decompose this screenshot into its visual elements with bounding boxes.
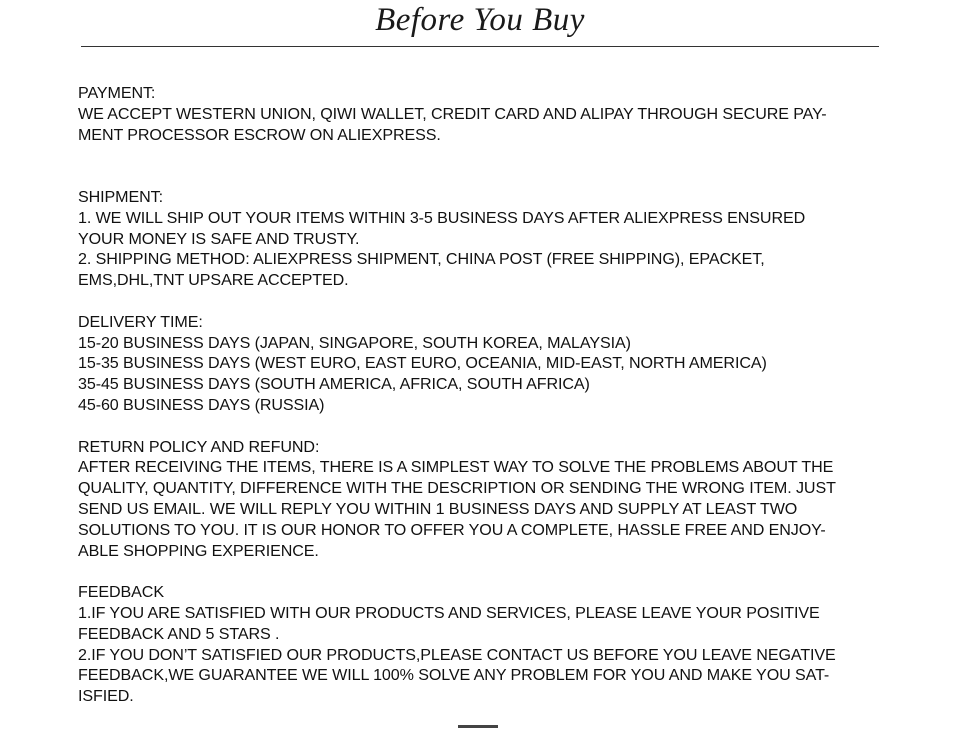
returns-section <box>78 437 882 562</box>
shipment-line: 1. WE WILL SHIP OUT YOUR ITEMS WITHIN 3-5 BUSINESS DAYS AFTER ALIEXPRESS ENSURED <box>78 208 806 227</box>
payment-line: MENT PROCESSOR ESCROW ON ALIEXPRESS. <box>78 125 441 144</box>
returns-line: AFTER RECEIVING THE ITEMS, THERE IS A SIMPLEST WAY TO SOLVE THE PROBLEMS ABOUT THE <box>78 458 834 477</box>
shipment-section <box>78 187 882 291</box>
title-divider <box>81 46 879 47</box>
page-title: Before You Buy <box>375 2 585 38</box>
section-spacer <box>78 416 882 437</box>
section-spacer <box>78 145 882 166</box>
section-heading-payment: PAYMENT: <box>78 84 156 102</box>
feedback-line: ISFIED. <box>78 687 134 706</box>
feedback-line: FEEDBACK AND 5 STARS . <box>78 624 280 643</box>
shipment-line: EMS,DHL,TNT UPSARE ACCEPTED. <box>78 271 349 290</box>
section-heading-delivery: DELIVERY TIME: <box>78 312 203 331</box>
returns-line: QUALITY, QUANTITY, DIFFERENCE WITH THE DESCRIPTION OR SENDING THE WRONG ITEM. JUST <box>78 479 836 498</box>
section-spacer <box>78 561 882 582</box>
shipment-line: YOUR MONEY IS SAFE AND TRUSTY. <box>78 229 360 248</box>
feedback-line: FEEDBACK,WE GUARANTEE WE WILL 100% SOLVE ANY PROBLEM FOR YOU AND MAKE YOU SAT- <box>78 666 830 685</box>
payment-line: WE ACCEPT WESTERN UNION, QIWI WALLET, CREDIT CARD AND ALIPAY THROUGH SECURE PAY- <box>78 104 827 123</box>
section-heading-shipment: SHIPMENT: <box>78 187 163 206</box>
bottom-divider <box>458 725 498 728</box>
returns-line: ABLE SHOPPING EXPERIENCE. <box>78 541 319 560</box>
policy-content <box>78 83 882 707</box>
feedback-section <box>78 582 882 707</box>
payment-section <box>78 83 882 145</box>
delivery-line: 15-20 BUSINESS DAYS (JAPAN, SINGAPORE, SOUTH KOREA, MALAYSIA) <box>78 333 631 352</box>
delivery-line: 45-60 BUSINESS DAYS (RUSSIA) <box>78 395 325 414</box>
section-heading-returns: RETURN POLICY AND REFUND: <box>78 437 320 456</box>
section-spacer <box>78 166 882 187</box>
delivery-line: 35-45 BUSINESS DAYS (SOUTH AMERICA, AFRICA, SOUTH AFRICA) <box>78 375 590 394</box>
delivery-section <box>78 312 882 416</box>
section-heading-feedback: FEEDBACK <box>78 583 164 602</box>
delivery-line: 15-35 BUSINESS DAYS (WEST EURO, EAST EURO, OCEANIA, MID-EAST, NORTH AMERICA) <box>78 354 767 373</box>
returns-line: SEND US EMAIL. WE WILL REPLY YOU WITHIN 1 BUSINESS DAYS AND SUPPLY AT LEAST TWO <box>78 499 798 518</box>
returns-line: SOLUTIONS TO YOU. IT IS OUR HONOR TO OFFER YOU A COMPLETE, HASSLE FREE AND ENJOY- <box>78 520 826 539</box>
section-spacer <box>78 291 882 312</box>
shipment-line: 2. SHIPPING METHOD: ALIEXPRESS SHIPMENT, CHINA POST (FREE SHIPPING), EPACKET, <box>78 250 765 269</box>
feedback-line: 2.IF YOU DON’T SATISFIED OUR PRODUCTS,PLEASE CONTACT US BEFORE YOU LEAVE NEGATIVE <box>78 645 836 664</box>
feedback-line: 1.IF YOU ARE SATISFIED WITH OUR PRODUCTS AND SERVICES, PLEASE LEAVE YOUR POSITIVE <box>78 603 820 622</box>
